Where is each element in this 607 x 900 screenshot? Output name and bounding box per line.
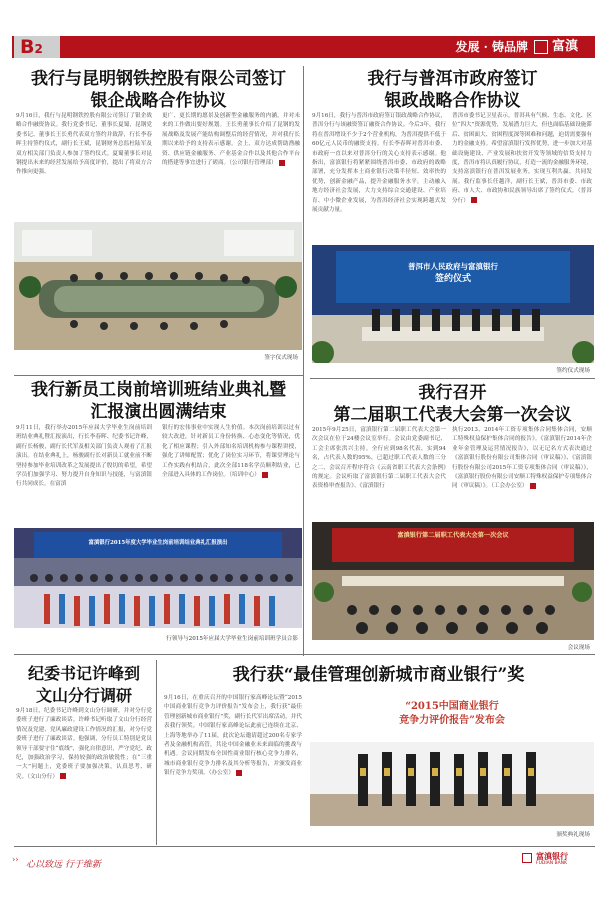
footer-bank-name: 富滇银行 <box>536 851 568 861</box>
photo-caption: 颁奖典礼现场 <box>556 832 590 838</box>
article-body: 9月11日，我行举办2015年应届大学毕业生岗前培训班结业典礼暨汇报演出，行长李春晖、纪委书记许峰，副行长杨骏，副行长代军及相关部门负责人观看了汇报演出。在结业典礼上，杨骏副行长对新员工就业前不断坚持参加毕业培训改革之发展提出了殷切的希望，希望学员们加强学习、努力提升自身知识与技能，与富滇银行共同成长。在富滇 <box>16 425 152 488</box>
end-mark-icon <box>471 197 477 203</box>
footer-arrows-icon: ›› <box>12 855 19 864</box>
bank-logo-icon <box>522 853 532 863</box>
meeting-photo <box>312 522 594 640</box>
end-mark-icon <box>279 160 285 166</box>
photo-banner: 普洱市人民政府与富滇银行 签约仪式 <box>408 262 498 284</box>
footer-slogan: 心以致远 行于维新 <box>26 860 101 870</box>
article-body: 9月16日，我行与昆明钢铁控股有限公司签订了银企战略合作融资协议。我行党委书记、董事长夏蜀，昆钢党委书记、董事长王长勇代表双方签约并致辞，行长李春晖主持签约仪式，副行长王斌，昆钢财务总监杜陆军及双方相关部门负责人参加了签约仪式。夏蜀董事长对昆钢提出未来的经营发展给予高度评价，提出了将双方合作推向更强、 <box>16 113 152 176</box>
photo-caption: 签字仪式现场 <box>264 355 298 361</box>
article-body: 9月18日，纪委书记许峰到文山分行调研，并对分行党委班子进行了廉政谈话。许峰书记听取了文山分行经营情况及党建、党风廉政建设工作情况的汇报，对分行党委班子进行了廉政谈话。他强调，分行员工特别是党员领导干部要守住“底线”，强化自律意识，严守党纪、政纪，加强政治学习，保持较强的政治敏锐性；在“三重一大”问题上，党委班子要加强决策，认真思考、研究。（文山分行） <box>16 708 152 780</box>
end-mark-icon <box>60 773 66 779</box>
article-body: 执行2013、2014年工资专项集体合同集体合同，安顺工特殊权益保护集体合同的报告》。《富滇银行2014年企业年金管理及运营情况报告》，以无记名方式表决通过《富滇银行股份有限公司集体合同（审议稿）》、《富滇银行股份有限公司2015年工资专项集体合同（审议稿）》，《富滇银行股份有限公司安顺工特殊权益保护专项集体合同（审议稿）》。（工会办公室） <box>452 427 592 490</box>
article-body: 普洱市委书记卫星表示，普洱具有气候、生态、文化、区位“四大”资源优势，发展潜力巨大，但也面临基础设施滞后、贫困面大、贫困程度深等困难和问题，迫切需要强有力的金融支持。希望富滇银行发挥优势，进一步加大对基础设施建设、产业发展和扶贫开发等领域的信贷支持力度，普洱市将认真履行协议，打造一流的金融服务环境，支持富滇银行在普洱发展业务，实现互利共赢、共同发展。我行监事长任越洋，副行长王斌，普洱市委、市政府、市人大、市政协和民族领导出席了签约仪式。（普洱分行） <box>452 113 592 204</box>
photo-banner: 富滇银行第二届职工代表大会第一次会议 <box>397 532 509 539</box>
photo-caption: 签约仪式现场 <box>556 368 590 374</box>
end-mark-icon <box>530 483 536 489</box>
photo-caption: 会议现场 <box>567 645 590 651</box>
article-body: 9月16日，在重庆召开的中国银行家高峰论坛暨“2015中国商业银行竞争力评价报告”发布会上，我行获“最佳管理创新城市商业银行”奖，副行长代军出席活动，并代表我行领奖。中国银行家高峰论坛此前已连续在北京、上海等地举办了11届，此次论坛邀请超过200名专家学者及金融机构高管，共论中国金融业未来面临的挑战与机遇。会议同期发布全国性商业银行核心竞争力排名，城市商业银行竞争力排名及其分析等报告，并颁发商业银行竞争力奖项。（办公室） <box>164 695 302 777</box>
column-divider <box>303 66 304 656</box>
section-rule <box>14 846 595 847</box>
article-headline: 我行与昆明钢铁控股有限公司签订 银企战略合作协议 <box>31 69 286 111</box>
article-headline: 我行召开 第二届职工代表大会第一次会议 <box>333 383 572 425</box>
section-rule <box>14 654 595 655</box>
header-brand: 富滇 <box>552 39 579 54</box>
article-body: 银行的宏伟事业中实现人生价值。本次岗前培训以过有较大改进，针对新员工身份转换、心态变化等情况，优化了相应课程；引入外部知名培训机构参与课程讲授，强化了讲师配置；优化了岗位实习环节，将课堂理论与工作实践有机结合，此次全部118名学员顺利结业，已全部进入具体的工作岗位。（培训中心） <box>162 425 300 479</box>
photo-caption: 行领导与2015年应届大学毕业生岗前培训班学员合影 <box>166 636 298 642</box>
end-mark-icon <box>262 472 268 478</box>
section-rule <box>14 375 303 376</box>
signing-photo <box>14 222 302 350</box>
section-rule <box>310 378 595 379</box>
column-divider <box>156 660 157 845</box>
footer-bank-name-en: FUDIAN BANK <box>536 861 568 866</box>
article-headline: 我行与普洱市政府签订 银政战略合作协议 <box>367 69 538 111</box>
article-body: 2015年9月25日，富滇银行第二届职工代表大会第一次会议在位于24楼会议室举行。会议由党委副书记、工会主席张洪兴主持。全行应到98名代表，实到94名，占代表人数的95%，已超过职工代表人数的三分之二，会议召开程序符合《云南省职工代表大会条例》的规定。会议听取了富滇银行第二届职工代表大会代表资格审查报告》、《富滇银行 <box>312 427 446 490</box>
article-headline: 我行获“最佳管理创新城市商业银行”奖 <box>232 665 525 685</box>
header-tagline: 发展 · 铸品牌 <box>455 40 528 54</box>
photo-banner: 富滇银行2015年度大学毕业生岗前培训结业典礼汇报演出 <box>88 540 228 546</box>
article-body: 更广、更长期的愿景及创新型金融服务的内涵，并对未来的工作做出要好规划。王长勇董事长介绍了昆钢的发展战略及发展产能结构调整后的经营情况，并对我行长期以来给予的支持表示感谢。会上，双方达成帮助渔融资、供应链金融服务、产业基金合作以及其他合作平台的搭建等事宜进行了磋商。（公司银行管理部） <box>162 113 300 167</box>
page-number: B2 <box>14 36 60 58</box>
end-mark-icon <box>236 770 242 776</box>
article-headline: 纪委书记许峰到 文山分行调研 <box>27 664 140 705</box>
article-headline: 我行新员工岗前培训班结业典礼暨 汇报演出圆满结束 <box>31 380 286 422</box>
photo-banner: “2015中国商业银行 竞争力评价报告”发布会 <box>399 701 505 726</box>
brand-logo-icon <box>534 40 548 54</box>
article-body: 9月16日，我行与普洱市政府签订银政战略合作协议，普洱分行与该融资签订融资合作协议。今后3年，我行将在普洱增设不少于2个营业机构，为普洱提供不低于60亿元人民币的融资支持。行长李春晖对普洱市委、市政府一直以来对普洱分行的关心支持表示感谢。他指出，富滇银行将紧紧围绕普洱市委、市政府的战略部署，充分发挥本土商业银行决策半径短、效率快的优势，创新金融产品，提升金融服务水平，主动融入地方经济社会发展，大力支持综合交通建设、产业培育、中小微企业发展，为普洱经济社会实现跨越式发展贡献力量。 <box>312 113 446 214</box>
